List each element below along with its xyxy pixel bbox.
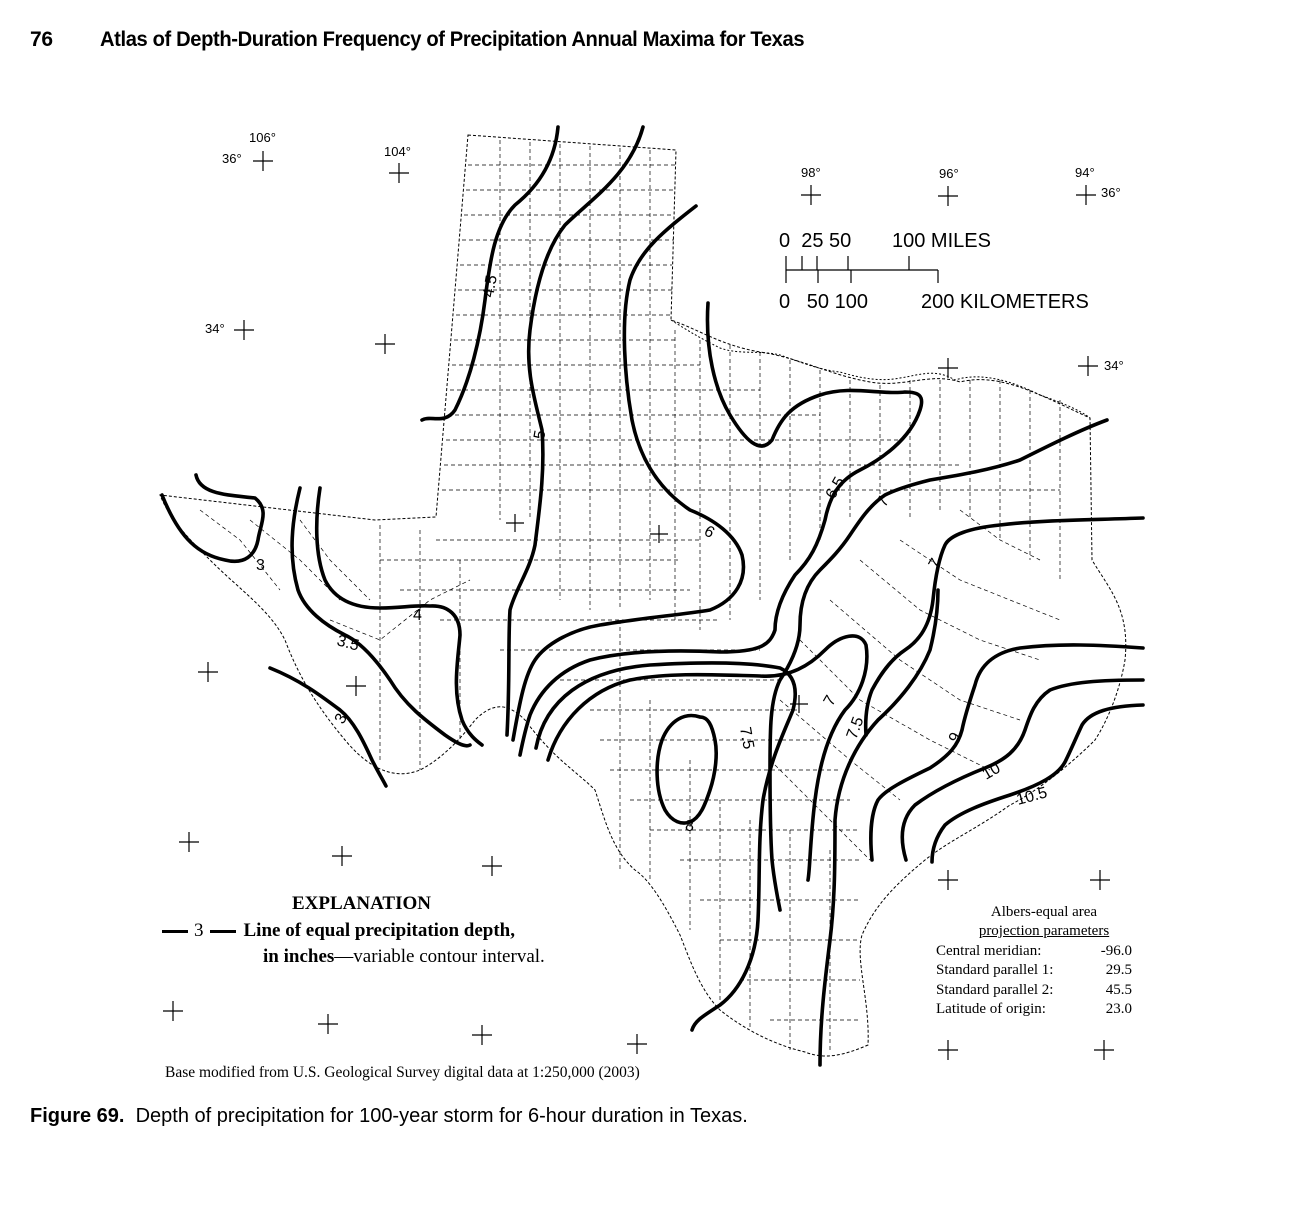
legend-text-line2-bold: in inches — [263, 946, 335, 967]
lat-34-right-label: 34° — [1104, 358, 1124, 373]
projection-row-label: Latitude of origin: — [936, 1001, 1046, 1018]
contour-7-5-east — [820, 590, 938, 1065]
contour-4 — [317, 488, 482, 745]
contour-label-3-5: 3.5 — [334, 632, 361, 655]
lon-98-label: 98° — [801, 165, 821, 180]
explanation-legend-line — [162, 920, 515, 942]
legend-text-line1: Line of equal precipitation depth, — [243, 920, 515, 941]
contour-label-7-north: 7 — [873, 493, 893, 510]
projection-row-value: 45.5 — [1105, 981, 1132, 998]
projection-title-line1: Albers-equal area — [990, 904, 1098, 920]
scale-km-ticks: 0 50 100 — [779, 291, 868, 313]
contour-8 — [657, 716, 716, 824]
contour-label-6: 6 — [701, 522, 718, 542]
scale-bar — [786, 256, 938, 283]
scale-miles-label: 100 MILES — [892, 230, 991, 252]
figure-label: Figure 69. — [30, 1105, 125, 1127]
legend-text-line2-rest: —variable contour interval. — [334, 946, 545, 967]
projection-row — [936, 1000, 1132, 1019]
page-number: 76 — [30, 28, 53, 51]
page-title: Atlas of Depth-Duration Frequency of Precipitation Annual Maxima for Texas — [100, 28, 805, 51]
projection-row-value: -96.0 — [1100, 942, 1132, 959]
contour-label-7-east: 7 — [925, 555, 945, 572]
contour-label-3-west: 3 — [256, 557, 265, 574]
projection-row-label: Central meridian: — [936, 942, 1042, 959]
base-source-note: Base modified from U.S. Geological Survey digital data at 1:250,000 (2003) — [165, 1064, 640, 1081]
contour-9 — [871, 645, 1143, 860]
lat-34-left-label: 34° — [205, 321, 225, 336]
projection-title-line2: projection parameters — [978, 923, 1110, 940]
scale-km-label: 200 KILOMETERS — [921, 291, 1089, 313]
contour-label-10-5: 10.5 — [1014, 784, 1050, 809]
lon-106-label: 106° — [249, 130, 276, 145]
lon-94-label: 94° — [1075, 165, 1095, 180]
projection-row — [936, 942, 1132, 961]
contour-label-6-5: 6.5 — [822, 474, 849, 502]
contour-label-group — [256, 274, 1049, 835]
contour-label-4: 4 — [413, 607, 422, 624]
projection-row-label: Standard parallel 1: — [936, 962, 1054, 979]
projection-row — [936, 961, 1132, 980]
explanation-line2 — [263, 946, 545, 968]
contour-label-7-5-south: 7.5 — [736, 725, 757, 751]
projection-row-value: 23.0 — [1105, 1001, 1132, 1018]
lat-36-right-label: 36° — [1101, 185, 1121, 200]
legend-sample-value: 3 — [194, 920, 204, 941]
figure-caption — [30, 1105, 748, 1128]
contour-7-5-south — [536, 663, 795, 1030]
figure-caption-text: Depth of precipitation for 100-year storm for 6-hour duration in Texas. — [135, 1105, 748, 1127]
lon-104-label: 104° — [384, 144, 411, 159]
projection-row-value: 29.5 — [1105, 962, 1132, 979]
contour-label-9: 9 — [945, 729, 965, 746]
contour-label-8: 8 — [685, 818, 694, 835]
contour-5 — [507, 127, 643, 735]
contour-label-7-central: 7 — [820, 692, 840, 709]
contour-label-7-5-east: 7.5 — [843, 714, 868, 742]
projection-row-label: Standard parallel 2: — [936, 981, 1054, 998]
legend-line-sample-left — [162, 930, 188, 933]
projection-parameters — [936, 903, 1136, 1019]
contour-3-5 — [292, 488, 470, 746]
contour-7-east — [866, 518, 1143, 735]
contour-4-5 — [422, 127, 558, 420]
lat-36-left-label: 36° — [222, 151, 242, 166]
contour-3-south — [270, 668, 386, 786]
red-river — [671, 320, 1090, 418]
lon-96-label: 96° — [939, 166, 959, 181]
contour-label-5: 5 — [531, 428, 550, 441]
contour-label-3-south: 3 — [331, 710, 351, 727]
legend-line-sample-right — [210, 930, 236, 933]
explanation-title: EXPLANATION — [292, 893, 431, 914]
contour-6 — [513, 206, 743, 740]
contour-label-4-5: 4.5 — [480, 273, 501, 299]
contour-7-central — [548, 636, 867, 880]
contour-3-west — [162, 475, 263, 561]
projection-row — [936, 981, 1132, 1000]
contour-label-10: 10 — [979, 759, 1004, 784]
scale-miles-ticks: 0 25 50 — [779, 230, 852, 252]
